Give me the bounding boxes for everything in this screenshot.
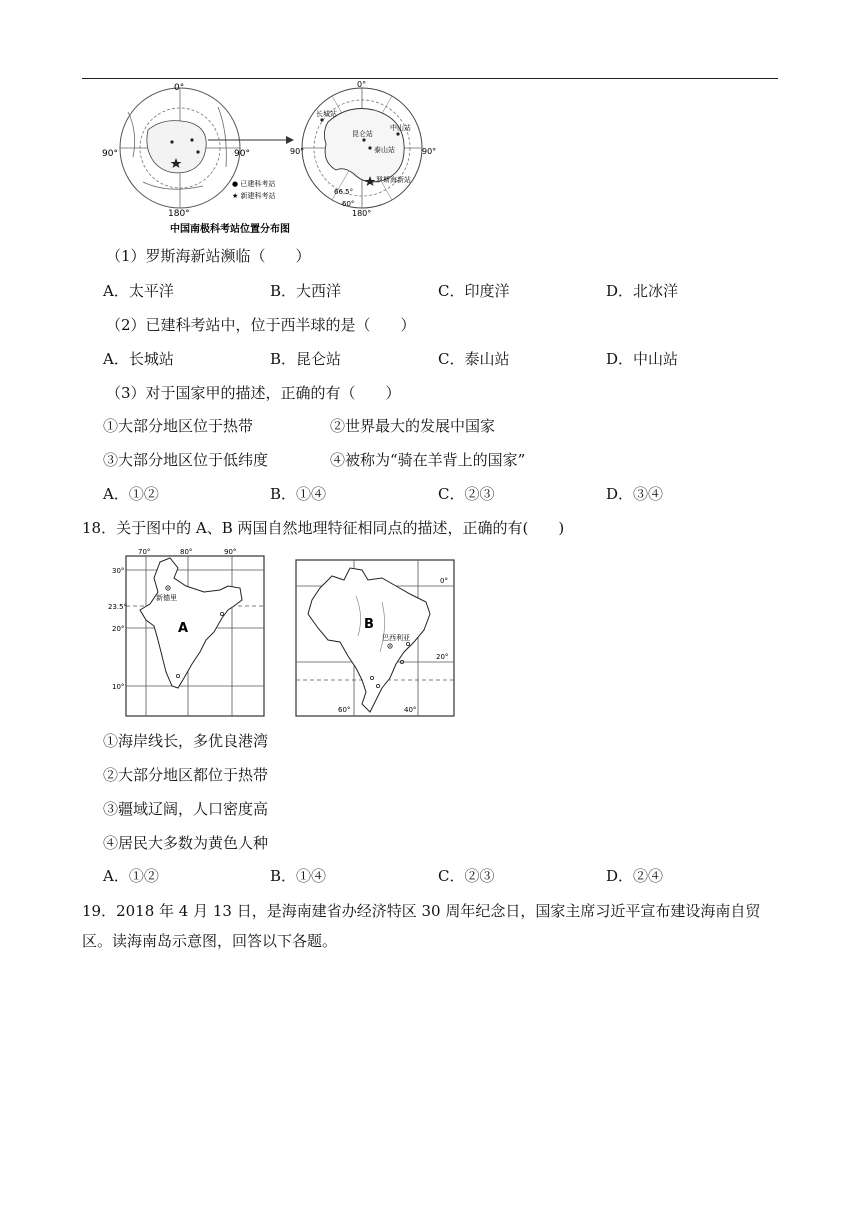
q17-sub3-option-c[interactable]: C．②③ <box>438 485 495 503</box>
right-map-bottom-label: 180° <box>352 209 372 218</box>
figure-caption: 中国南极科考站位置分布图 <box>170 224 290 235</box>
q17-sub3-option-d[interactable]: D．③④ <box>606 485 664 503</box>
map-b-lon-60: 60° <box>338 706 351 714</box>
q18-option-d[interactable]: D．②④ <box>606 867 664 885</box>
map-a-lat-30: 30° <box>112 567 125 575</box>
q18-option-c[interactable]: C．②③ <box>438 867 495 885</box>
left-map-right-label: 90° <box>234 149 250 159</box>
map-a-city: 新德里 <box>156 594 177 602</box>
map-b-lon-40: 40° <box>404 706 417 714</box>
q18-statement-1: ①海岸线长，多优良港湾 <box>103 732 269 750</box>
station-ross-sea-label: 罗斯海新站 <box>376 176 411 184</box>
left-map-bottom-label: 180° <box>168 209 190 219</box>
q18-stem: 18．关于图中的 A、B 两国自然地理特征相同点的描述，正确的有( ) <box>82 519 565 537</box>
map-a-india <box>108 548 268 720</box>
left-map-top-label: 0° <box>174 83 185 93</box>
q17-sub2-option-a[interactable]: A．长城站 <box>103 350 174 368</box>
q17-sub1-stem: （1）罗斯海新站濒临（ ） <box>106 247 311 265</box>
map-a-lat-23-5: 23.5° <box>108 603 128 611</box>
map-b-lat-20: 20° <box>436 653 449 661</box>
map-a-lat-10: 10° <box>112 683 125 691</box>
map-a-lat-20: 20° <box>112 625 125 633</box>
q17-sub2-option-b[interactable]: B．昆仑站 <box>270 350 342 368</box>
station-taishan-label: 泰山站 <box>374 146 395 154</box>
q17-sub1-option-c[interactable]: C．印度洋 <box>438 282 510 300</box>
antarctic-station-figure <box>102 80 444 238</box>
q17-sub3-statement-3: ③大部分地区位于低纬度 <box>103 451 269 469</box>
map-b-label: B <box>364 617 374 632</box>
q17-sub3-statement-2: ②世界最大的发展中国家 <box>330 417 496 435</box>
header-rule <box>82 78 778 79</box>
q17-sub2-stem: （2）已建科考站中，位于西半球的是（ ） <box>106 316 416 334</box>
q17-sub3-option-b[interactable]: B．①④ <box>270 485 327 503</box>
q19-text: 19．2018 年 4 月 13 日，是海南建省办经济特区 30 周年纪念日，国家主席习近平宣布建设海南自贸区。读海南岛示意图，回答以下各题。 <box>82 902 761 950</box>
q17-sub3-stem: （3）对于国家甲的描述，正确的有（ ） <box>106 384 401 402</box>
q18-option-a[interactable]: A．①② <box>103 867 159 885</box>
zoom-arrow <box>208 136 294 144</box>
q17-sub3-option-a[interactable]: A．①② <box>103 485 159 503</box>
legend-built-station: ● 已建科考站 <box>232 180 276 188</box>
station-great-wall-label: 长城站 <box>316 110 337 118</box>
q17-sub2-option-c[interactable]: C．泰山站 <box>438 350 510 368</box>
q18-statement-3: ③疆域辽阔，人口密度高 <box>103 800 269 818</box>
q17-sub1-option-a[interactable]: A．太平洋 <box>103 282 174 300</box>
left-map-left-label: 90° <box>102 149 118 159</box>
longitude-label: 60° <box>342 200 355 208</box>
q18-option-b[interactable]: B．①④ <box>270 867 327 885</box>
map-a-label: A <box>178 621 189 636</box>
q17-sub3-statement-1: ①大部分地区位于热带 <box>103 417 254 435</box>
left-polar-map <box>102 83 276 219</box>
q17-sub1-option-b[interactable]: B．大西洋 <box>270 282 342 300</box>
q18-statement-4: ④居民大多数为黄色人种 <box>103 834 269 852</box>
map-b-city: 巴西利亚 <box>382 634 410 642</box>
right-map-top-label: 0° <box>357 80 367 89</box>
q18-statement-2: ②大部分地区都位于热带 <box>103 766 269 784</box>
q17-sub3-statement-4: ④被称为“骑在羊背上的国家” <box>330 451 526 469</box>
legend-new-station: ★ 新建科考站 <box>232 192 276 200</box>
map-b-lat-0: 0° <box>440 577 448 585</box>
q17-sub1-option-d[interactable]: D．北冰洋 <box>606 282 679 300</box>
q17-sub2-option-d[interactable]: D．中山站 <box>606 350 679 368</box>
right-map-left-label: 90° <box>290 147 305 156</box>
map-a-lon-80: 80° <box>180 548 193 556</box>
station-zhongshan-label: 中山站 <box>390 124 411 132</box>
map-a-lon-70: 70° <box>138 548 151 556</box>
station-kunlun-label: 昆仑站 <box>352 130 373 138</box>
map-a-lon-90: 90° <box>224 548 237 556</box>
right-polar-map <box>290 80 436 218</box>
latitude-label: 66.5° <box>334 188 354 196</box>
map-b-brazil <box>292 556 458 720</box>
right-map-right-label: 90° <box>422 147 437 156</box>
